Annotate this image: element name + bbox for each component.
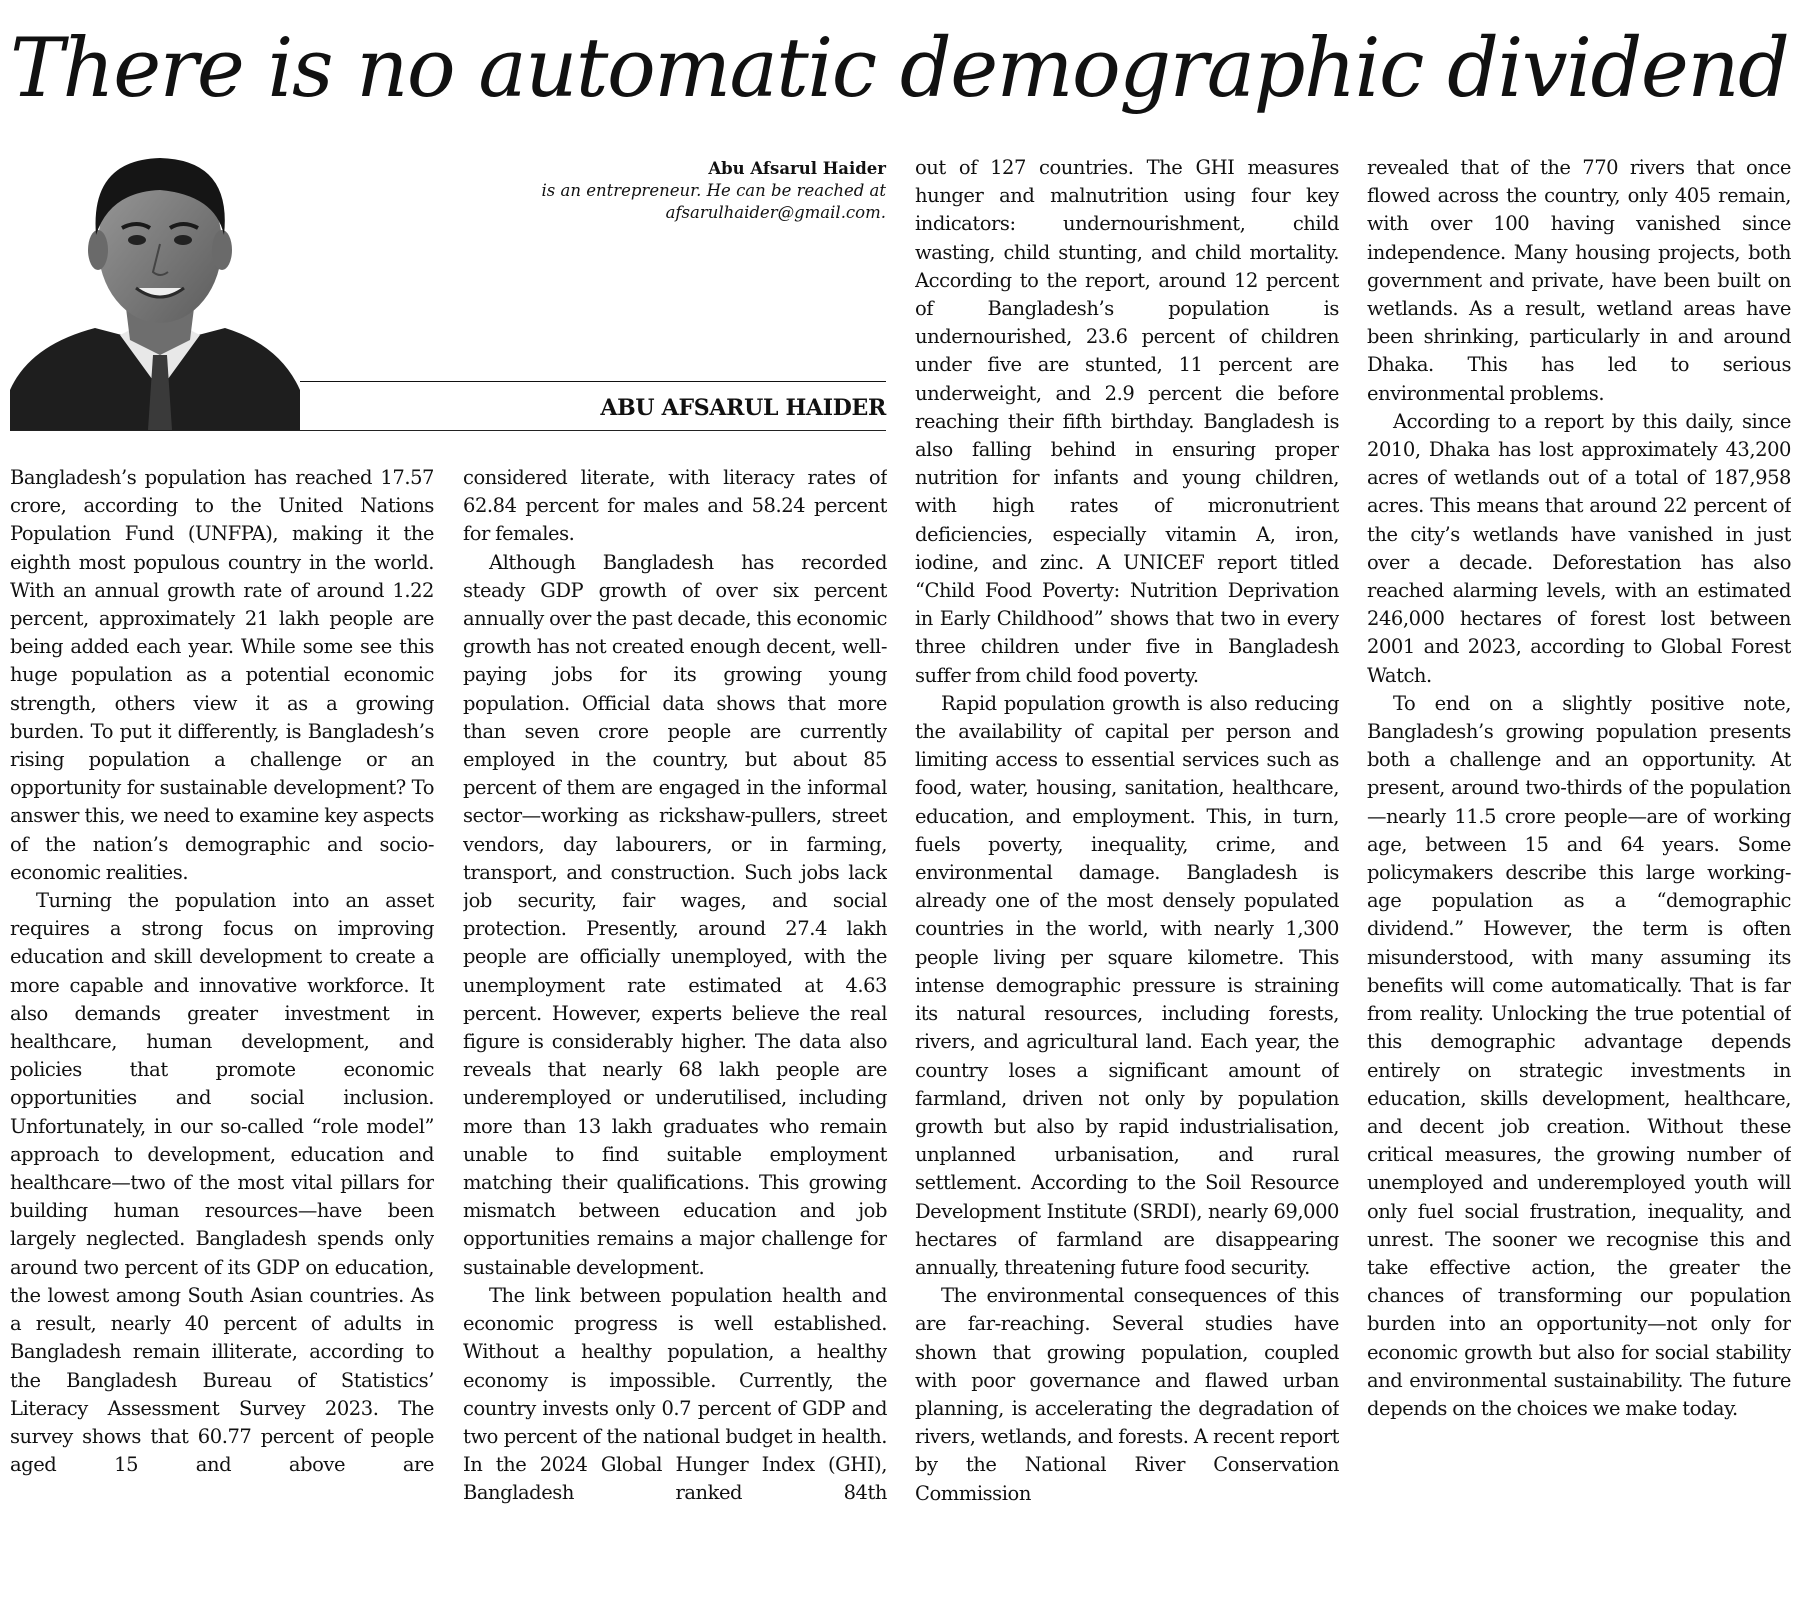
headline: There is no automatic demographic dividend xyxy=(10,22,1789,116)
author-name: Abu Afsarul Haider xyxy=(708,159,886,178)
byline-divider xyxy=(300,381,886,382)
article-paragraph: considered literate, with literacy rates of 62.84 percent for males and 58.24 percent for females. xyxy=(463,466,887,546)
article-paragraph: out of 127 countries. The GHI measures hunger and malnutrition using four key indicators: undernourishment, child wasting, child stunting, and child mortality. According to the report, around 12 percent of Bangladesh’s population is undernourished, 23.6 percent of children under five are stunted, 11 percent are underweight, and 2.9 percent die before reaching their fifth birthday. Bangladesh is also falling behind in ensuring proper nutrition for infants and young children, with high rates of micronutrient deficiencies, especially vitamin A, iron, iodine, and zinc. A UNICEF report titled “Child Food Poverty: Nutrition Deprivation in Early Childhood” shows that two in every three children under five in Bangladesh suffer from child food poverty. xyxy=(915,156,1339,687)
article-paragraph: To end on a slightly positive note, Bangladesh’s growing population presents both a challenge and an opportunity. At present, around two-thirds of the population—nearly 11.5 crore people—are of working age, between 15 and 64 years. Some policymakers describe this large working-age population as a “demographic dividend.” However, the term is often misunderstood, with many assuming its benefits will come automatically. That is far from reality. Unlocking the true potential of this demographic advantage depends entirely on strategic investments in education, skills development, healthcare, and decent job creation. Without these critical measures, the growing number of unemployed and underemployed youth will only fuel social frustration, inequality, and unrest. The sooner we recognise this and take effective action, the greater the chances of transforming our population burden into an opportunity—not only for economic growth but also for social stability and environmental sustainability. The future depends on the choices we make today. xyxy=(1367,691,1791,1420)
article-paragraph: The environmental consequences of this are far-reaching. Several studies have shown that growing population, coupled with poor governance and flawed urban planning, is accelerating the degradation of rivers, wetlands, and forests. A recent report by the National River Conservation Commission xyxy=(915,1284,1339,1505)
author-bio-line-1: is an entrepreneur. He can be reached at xyxy=(541,181,886,200)
article-column-1 xyxy=(10,464,434,1608)
article-paragraph: Bangladesh’s population has reached 17.57 crore, according to the United Nations Population Fund (UNFPA), making it the eighth most populous country in the world. With an annual growth rate of around 1.22 percent, approximately 21 lakh people are being added each year. While some see this huge population as a potential economic strength, others view it as a growing burden. To put it differently, is Bangladesh’s rising population a challenge or an opportunity for sustainable development? To answer this, we need to examine key aspects of the nation’s demographic and socio-economic realities. xyxy=(10,466,434,884)
article-column-3 xyxy=(915,154,1339,1608)
article-paragraph: Turning the population into an asset requires a strong focus on improving education and skill development to create a more capable and innovative workforce. It also demands greater investment in healthcare, human development, and policies that promote economic opportunities and social inclusion. Unfortunately, in our so-called “role model” approach to development, education and healthcare—two of the most vital pillars for building human resources—have been largely neglected. Bangladesh spends only around two percent of its GDP on education, the lowest among South Asian countries. As a result, nearly 40 percent of adults in Bangladesh remain illiterate, according to the Bangladesh Bureau of Statistics’ Literacy Assessment Survey 2023. The survey shows that 60.77 percent of people aged 15 and above are xyxy=(10,889,434,1477)
author-portrait-photo xyxy=(10,140,300,430)
article-paragraph: revealed that of the 770 rivers that once flowed across the country, only 405 remain, with over 100 having vanished since independence. Many housing projects, both government and private, have been built on wetlands. As a result, wetland areas have been shrinking, particularly in and around Dhaka. This has led to serious environmental problems. xyxy=(1367,156,1791,405)
author-info xyxy=(400,158,886,224)
byline: ABU AFSARUL HAIDER xyxy=(600,395,886,421)
header-divider xyxy=(10,430,886,431)
article-paragraph: The link between population health and economic progress is well established. Without a healthy population, a healthy economy is impossible. Currently, the country invests only 0.7 percent of GDP and two percent of the national budget in health. In the 2024 Global Hunger Index (GHI), Bangladesh ranked 84th xyxy=(463,1283,887,1505)
article-paragraph: According to a report by this daily, since 2010, Dhaka has lost approximately 43,200 acres of wetlands out of a total of 187,958 acres. This means that around 22 percent of the city’s wetlands have vanished in just over a decade. Deforestation has also reached alarming levels, with an estimated 246,000 hectares of forest lost between 2001 and 2023, according to Global Forest Watch. xyxy=(1367,409,1791,687)
article-paragraph: Rapid population growth is also reducing the availability of capital per person and limiting access to essential services such as food, water, housing, sanitation, healthcare, education, and employment. This, in turn, fuels poverty, inequality, crime, and environmental damage. Bangladesh is already one of the most densely populated countries in the world, with nearly 1,300 people living per square kilometre. This intense demographic pressure is straining its natural resources, including forests, rivers, and agricultural land. Each year, the country loses a significant amount of farmland, driven not only by population growth but also by rapid industrialisation, unplanned urbanisation, and rural settlement. According to the Soil Resource Development Institute (SRDI), nearly 69,000 hectares of farmland are disappearing annually, threatening future food security. xyxy=(915,691,1339,1279)
article-column-2 xyxy=(463,464,887,1608)
article-column-4 xyxy=(1367,154,1791,1608)
author-email[interactable]: afsarulhaider@gmail.com. xyxy=(665,203,886,222)
article-paragraph: Although Bangladesh has recorded steady GDP growth of over six percent annually over the past decade, this economic growth has not created enough decent, well-paying jobs for its growing young population. Official data shows that more than seven crore people are currently employed in the country, but about 85 percent of them are engaged in the informal sector—working as rickshaw-pullers, street vendors, day labourers, or in farming, transport, and construction. Such jobs lack job security, fair wages, and social protection. Presently, around 27.4 lakh people are officially unemployed, with the unemployment rate estimated at 4.63 percent. However, experts believe the real figure is considerably higher. The data also reveals that nearly 68 lakh people are underemployed or underutilised, including more than 13 lakh graduates who remain unable to find suitable employment matching their qualifications. This growing mismatch between education and job opportunities remains a major challenge for sustainable development. xyxy=(463,550,887,1279)
